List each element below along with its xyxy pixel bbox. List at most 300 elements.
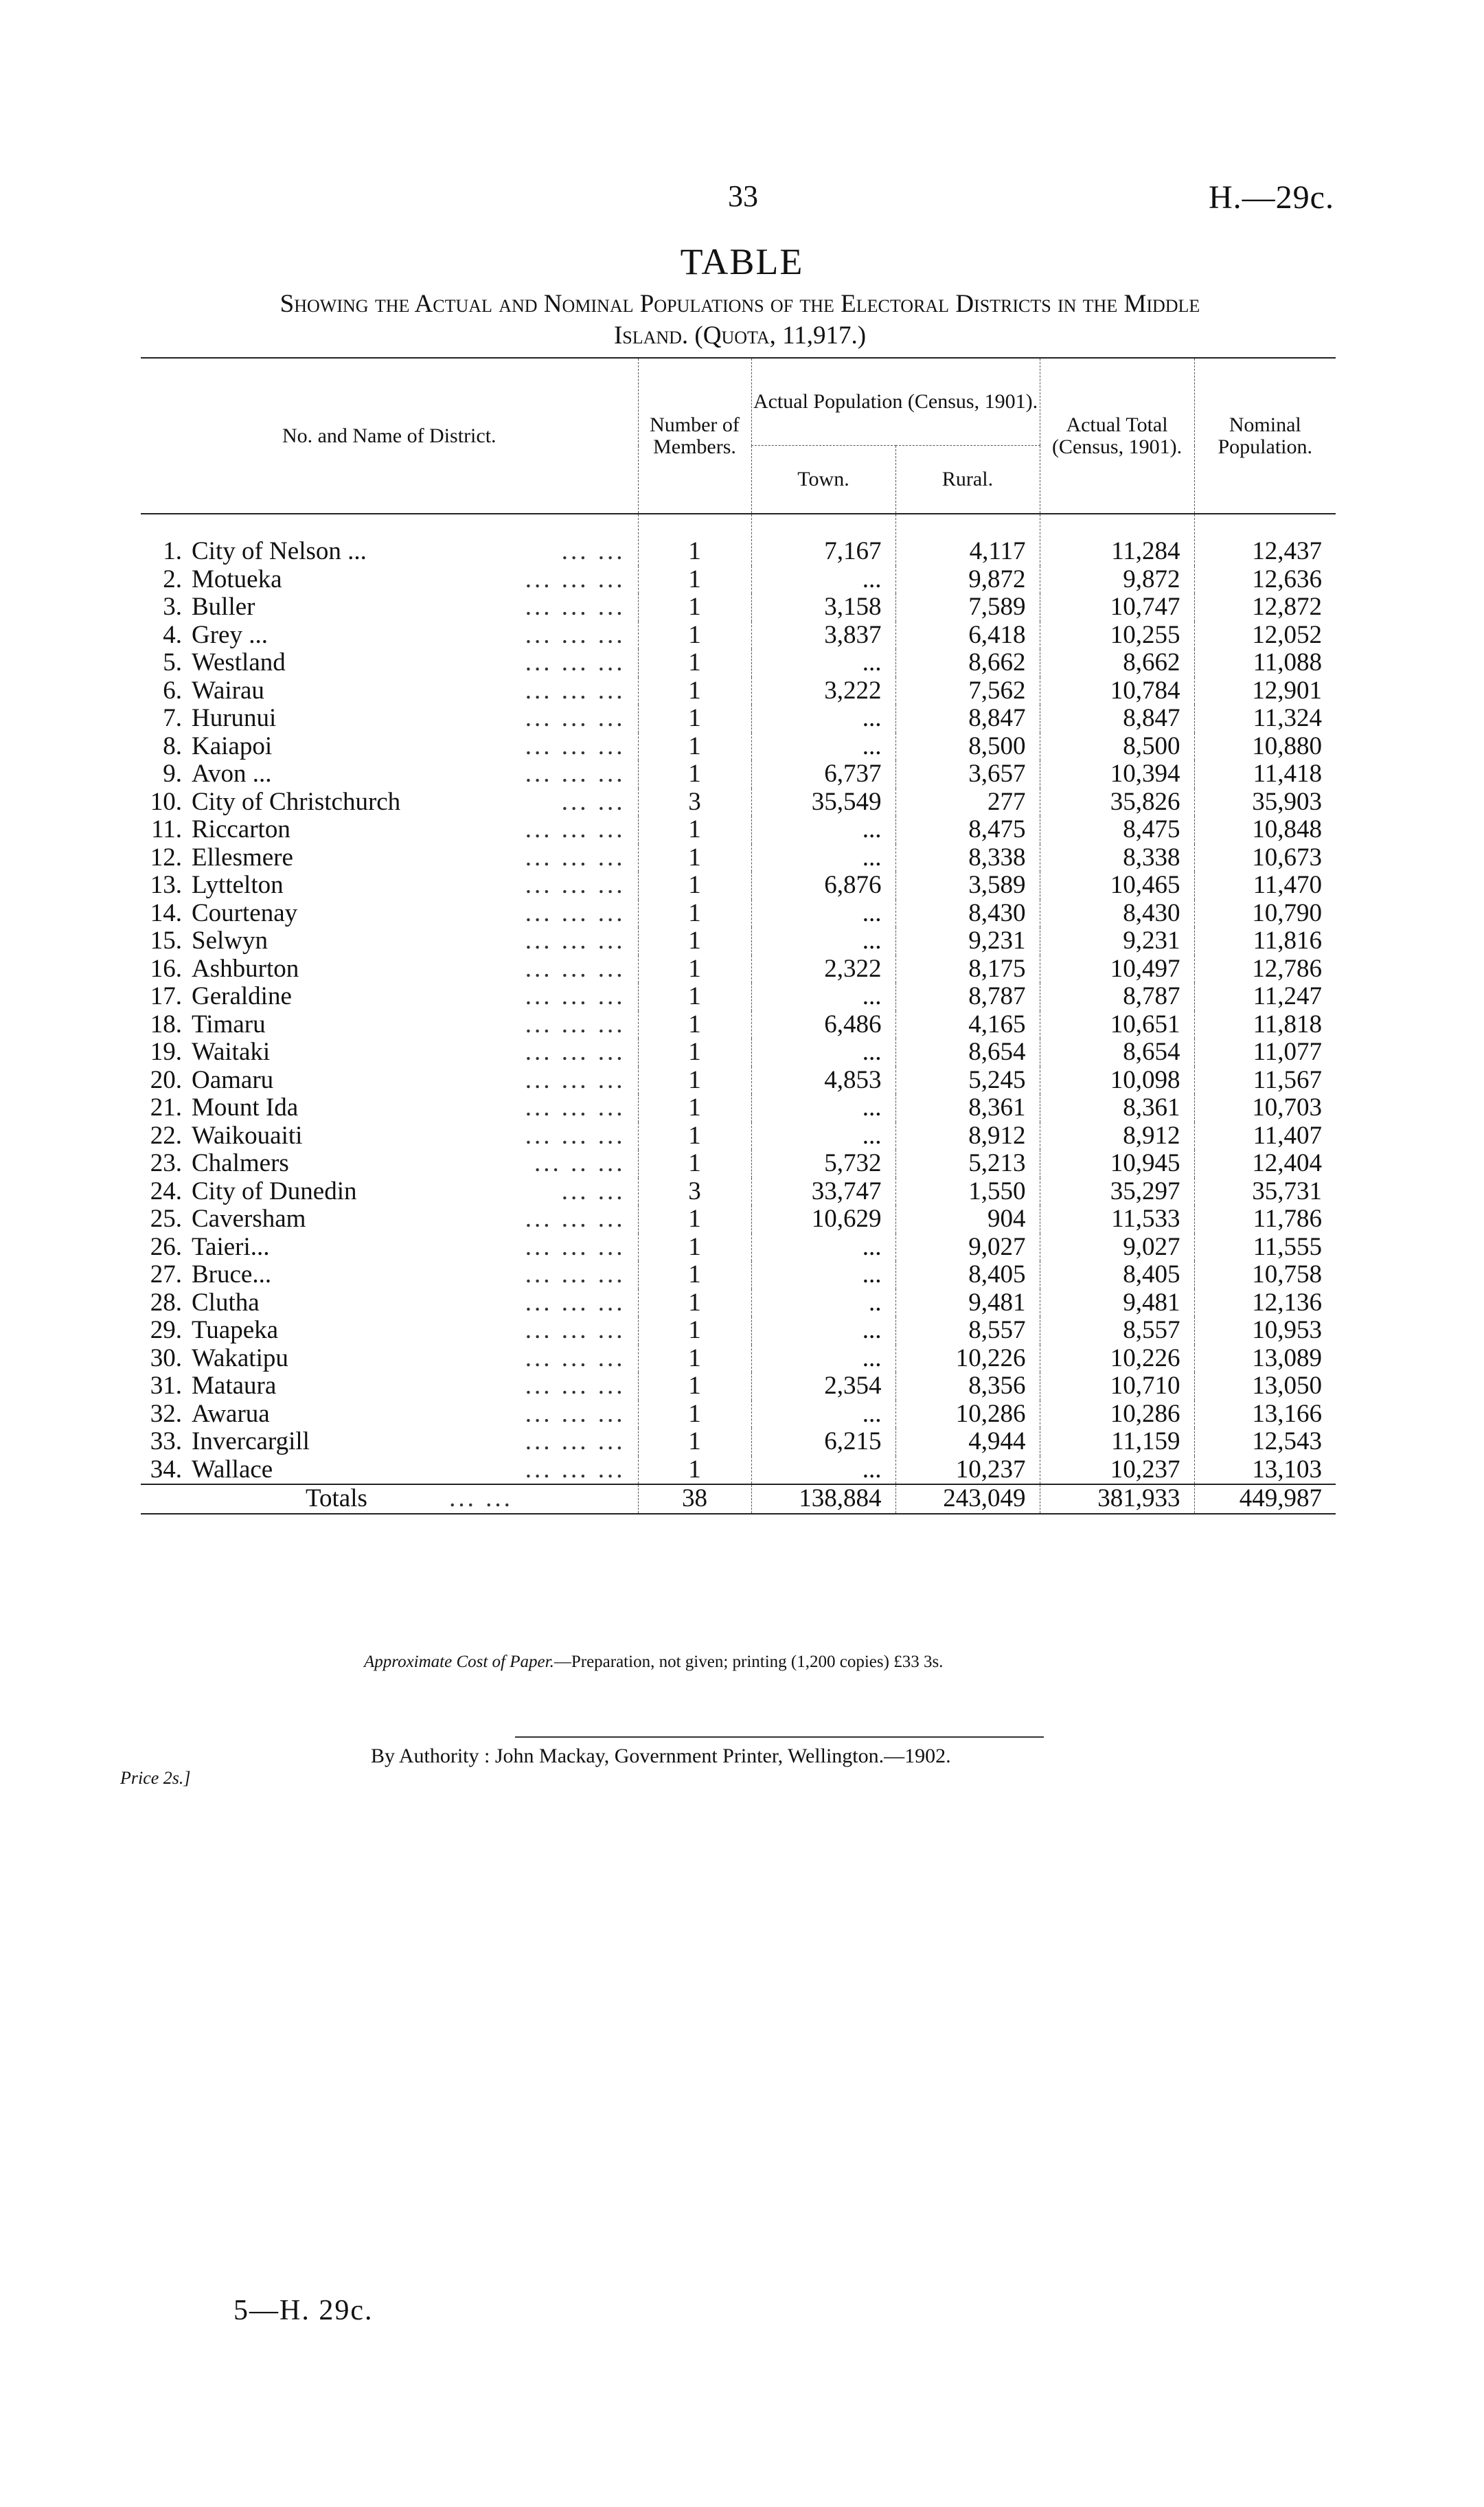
district-name: Courtenay: [192, 898, 298, 927]
members-cell: 1: [638, 872, 751, 900]
district-name: Hurunui: [192, 704, 277, 733]
table-row: [141, 1345, 1336, 1373]
district-cell: [141, 844, 638, 872]
district-number: 18.: [150, 1010, 182, 1039]
nominal-cell: 11,567: [1194, 1067, 1336, 1095]
town-cell: ...: [751, 1456, 895, 1485]
sheet-mark: 5—H. 29c.: [233, 2295, 374, 2326]
members-cell: 1: [638, 1150, 751, 1178]
totals-town: 138,884: [751, 1484, 895, 1514]
district-number: 26.: [150, 1232, 182, 1261]
actual-total-cell: 9,027: [1040, 1234, 1194, 1262]
rural-cell: 904: [895, 1205, 1040, 1234]
actual-total-cell: 10,465: [1040, 872, 1194, 900]
district-cell: [141, 1011, 638, 1039]
table-row: [141, 789, 1336, 817]
rural-cell: 3,589: [895, 872, 1040, 900]
rural-cell: 8,405: [895, 1261, 1040, 1289]
authority-rule: [515, 1736, 1044, 1738]
district-name: Buller: [192, 593, 255, 622]
district-name: Mataura: [192, 1372, 277, 1400]
district-name: Ellesmere: [192, 843, 293, 872]
leader-dots: ... ... ...: [525, 927, 626, 955]
district-cell: [141, 1039, 638, 1067]
table-row: [141, 566, 1336, 594]
town-cell: ...: [751, 816, 895, 844]
leader-dots: ... ... ...: [525, 954, 626, 983]
members-cell: 1: [638, 514, 751, 566]
district-number: 31.: [150, 1372, 182, 1400]
actual-total-cell: 10,286: [1040, 1400, 1194, 1429]
members-cell: 1: [638, 844, 751, 872]
nominal-cell: 10,758: [1194, 1261, 1336, 1289]
members-cell: 1: [638, 1456, 751, 1485]
table-row: [141, 1400, 1336, 1429]
town-cell: 4,853: [751, 1067, 895, 1095]
leader-dots: ... ... ...: [525, 871, 626, 900]
rural-cell: 8,662: [895, 649, 1040, 677]
actual-total-cell: 11,159: [1040, 1428, 1194, 1456]
district-name: Timaru: [192, 1010, 266, 1039]
nominal-cell: 12,437: [1194, 514, 1336, 566]
actual-total-cell: 10,747: [1040, 593, 1194, 622]
district-name: Motueka: [192, 565, 282, 593]
leader-dots: ... ...: [561, 787, 626, 816]
actual-total-cell: 10,651: [1040, 1011, 1194, 1039]
nominal-cell: 11,816: [1194, 927, 1336, 955]
actual-total-cell: 10,945: [1040, 1150, 1194, 1178]
col-header-town: Town.: [751, 446, 895, 514]
district-name: Riccarton: [192, 815, 290, 844]
actual-total-cell: 8,361: [1040, 1094, 1194, 1122]
district-number: 5.: [163, 648, 182, 677]
town-cell: 3,158: [751, 593, 895, 622]
printer-authority: By Authority : John Mackay, Government Printer, Wellington.—1902.: [371, 1745, 951, 1767]
table-body: [141, 514, 1336, 1484]
district-cell: [141, 927, 638, 955]
district-name: Geraldine: [192, 982, 292, 1011]
town-cell: 2,322: [751, 955, 895, 984]
cost-note: [364, 1653, 943, 1672]
nominal-cell: 11,324: [1194, 705, 1336, 733]
leader-dots: ... ... ...: [525, 1038, 626, 1067]
col-header-members: Number of Members.: [638, 358, 751, 514]
district-name: Kaiapoi: [192, 731, 273, 760]
rural-cell: 7,589: [895, 593, 1040, 622]
district-number: 11.: [151, 815, 182, 844]
actual-total-cell: 9,872: [1040, 566, 1194, 594]
town-cell: ...: [751, 1317, 895, 1345]
rural-cell: 10,226: [895, 1345, 1040, 1373]
actual-total-cell: 10,784: [1040, 677, 1194, 705]
actual-total-cell: 9,231: [1040, 927, 1194, 955]
table-row: [141, 900, 1336, 928]
district-name: Awarua: [192, 1399, 270, 1428]
town-cell: ...: [751, 566, 895, 594]
table-row: [141, 1094, 1336, 1122]
rural-cell: 5,245: [895, 1067, 1040, 1095]
table-row: [141, 927, 1336, 955]
district-name: Waitaki: [192, 1038, 271, 1067]
rural-cell: 4,944: [895, 1428, 1040, 1456]
rural-cell: 8,847: [895, 705, 1040, 733]
nominal-cell: 11,555: [1194, 1234, 1336, 1262]
district-number: 28.: [150, 1288, 182, 1317]
district-number: 6.: [163, 676, 182, 705]
leader-dots: ... ... ...: [525, 1065, 626, 1094]
col-header-rural: Rural.: [895, 446, 1040, 514]
members-cell: 1: [638, 816, 751, 844]
leader-dots: ... ... ...: [525, 1260, 626, 1289]
district-number: 13.: [150, 871, 182, 900]
nominal-cell: 12,636: [1194, 566, 1336, 594]
table-row: [141, 649, 1336, 677]
district-number: 29.: [150, 1316, 182, 1345]
actual-total-cell: 8,338: [1040, 844, 1194, 872]
district-number: 19.: [150, 1038, 182, 1067]
members-cell: 1: [638, 955, 751, 984]
town-cell: 3,222: [751, 677, 895, 705]
district-name: Mount Ida: [192, 1093, 299, 1122]
nominal-cell: 12,872: [1194, 593, 1336, 622]
rural-cell: 9,027: [895, 1234, 1040, 1262]
town-cell: ...: [751, 1234, 895, 1262]
district-cell: [141, 649, 638, 677]
town-cell: 6,876: [751, 872, 895, 900]
district-name: Invercargill: [192, 1427, 310, 1456]
actual-total-cell: 35,826: [1040, 789, 1194, 817]
district-number: 15.: [150, 927, 182, 955]
district-number: 3.: [163, 593, 182, 622]
table-row: [141, 872, 1336, 900]
rural-cell: 8,430: [895, 900, 1040, 928]
district-name: Wallace: [192, 1455, 273, 1484]
members-cell: 1: [638, 649, 751, 677]
district-cell: [141, 1317, 638, 1345]
actual-total-cell: 8,557: [1040, 1317, 1194, 1345]
actual-total-cell: 8,847: [1040, 705, 1194, 733]
district-name: Bruce...: [192, 1260, 272, 1289]
members-cell: 1: [638, 760, 751, 789]
nominal-cell: 11,088: [1194, 649, 1336, 677]
town-cell: ...: [751, 927, 895, 955]
leader-dots: ... ... ...: [525, 1093, 626, 1122]
leader-dots: ... ... ...: [525, 898, 626, 927]
district-cell: [141, 1234, 638, 1262]
town-cell: 2,354: [751, 1372, 895, 1400]
totals-row: [141, 1484, 1336, 1514]
district-number: 22.: [150, 1121, 182, 1150]
actual-total-cell: 8,500: [1040, 733, 1194, 761]
members-cell: 1: [638, 1345, 751, 1373]
members-cell: 1: [638, 1289, 751, 1317]
table-row: [141, 1234, 1336, 1262]
district-name: Avon ...: [192, 760, 272, 789]
leader-dots: ... ... ...: [525, 1121, 626, 1150]
district-cell: [141, 705, 638, 733]
nominal-cell: 13,103: [1194, 1456, 1336, 1485]
table-row: [141, 1205, 1336, 1234]
leader-dots: ... ... ...: [525, 1316, 626, 1345]
members-cell: 1: [638, 1094, 751, 1122]
actual-total-cell: 10,394: [1040, 760, 1194, 789]
table-row: [141, 1122, 1336, 1150]
nominal-cell: 11,470: [1194, 872, 1336, 900]
col-header-nominal: Nominal Population.: [1194, 358, 1336, 514]
district-cell: [141, 566, 638, 594]
col-header-actual-total: Actual Total (Census, 1901).: [1040, 358, 1194, 514]
members-cell: 1: [638, 733, 751, 761]
town-cell: ...: [751, 900, 895, 928]
actual-total-cell: 10,226: [1040, 1345, 1194, 1373]
leader-dots: ... ... ...: [525, 843, 626, 872]
nominal-cell: 12,901: [1194, 677, 1336, 705]
members-cell: 1: [638, 566, 751, 594]
table-row: [141, 1317, 1336, 1345]
members-cell: 1: [638, 1011, 751, 1039]
district-number: 34.: [150, 1455, 182, 1484]
district-cell: [141, 900, 638, 928]
nominal-cell: 11,786: [1194, 1205, 1336, 1234]
leader-dots: ... ... ...: [525, 1288, 626, 1317]
subtitle-line-2: Island. (Quota, 11,917.): [613, 321, 867, 350]
table-row: [141, 1150, 1336, 1178]
district-number: 14.: [150, 898, 182, 927]
rural-cell: 8,500: [895, 733, 1040, 761]
table-row: [141, 760, 1336, 789]
actual-total-cell: 8,475: [1040, 816, 1194, 844]
members-cell: 1: [638, 705, 751, 733]
leader-dots: ... ... ...: [525, 565, 626, 593]
district-cell: [141, 1428, 638, 1456]
rural-cell: 8,557: [895, 1317, 1040, 1345]
town-cell: 5,732: [751, 1150, 895, 1178]
members-cell: 1: [638, 1317, 751, 1345]
town-cell: ...: [751, 1261, 895, 1289]
nominal-cell: 12,543: [1194, 1428, 1336, 1456]
leader-dots: ... ... ...: [525, 982, 626, 1011]
leader-dots: ... ... ...: [525, 1205, 626, 1234]
nominal-cell: 35,731: [1194, 1178, 1336, 1206]
rural-cell: 8,361: [895, 1094, 1040, 1122]
district-cell: [141, 760, 638, 789]
table-row: [141, 1178, 1336, 1206]
members-cell: 1: [638, 927, 751, 955]
leader-dots: ... ... ...: [525, 1399, 626, 1428]
rural-cell: 9,231: [895, 927, 1040, 955]
district-cell: [141, 816, 638, 844]
district-cell: [141, 1261, 638, 1289]
district-number: 32.: [150, 1399, 182, 1428]
nominal-cell: 13,089: [1194, 1345, 1336, 1373]
actual-total-cell: 11,533: [1040, 1205, 1194, 1234]
district-name: Taieri...: [192, 1232, 270, 1261]
rural-cell: 8,175: [895, 955, 1040, 984]
district-name: City of Dunedin: [192, 1177, 357, 1205]
leader-dots: ... ... ...: [525, 704, 626, 733]
district-cell: [141, 789, 638, 817]
district-number: 21.: [150, 1093, 182, 1122]
district-cell: [141, 593, 638, 622]
table-row: [141, 705, 1336, 733]
leader-dots: ... ...: [561, 537, 626, 566]
nominal-cell: 10,790: [1194, 900, 1336, 928]
members-cell: 1: [638, 1400, 751, 1429]
district-number: 33.: [150, 1427, 182, 1456]
rural-cell: 6,418: [895, 622, 1040, 650]
leader-dots: ... ... ...: [525, 1343, 626, 1372]
rural-cell: 8,356: [895, 1372, 1040, 1400]
district-cell: [141, 1067, 638, 1095]
totals-leader-dots: ... ...: [449, 1484, 513, 1513]
rural-cell: 5,213: [895, 1150, 1040, 1178]
members-cell: 1: [638, 900, 751, 928]
rural-cell: 8,787: [895, 983, 1040, 1011]
nominal-cell: 13,166: [1194, 1400, 1336, 1429]
table-row: [141, 1039, 1336, 1067]
district-number: 17.: [150, 982, 182, 1011]
district-name: Tuapeka: [192, 1316, 279, 1345]
nominal-cell: 10,703: [1194, 1094, 1336, 1122]
actual-total-cell: 8,787: [1040, 983, 1194, 1011]
nominal-cell: 10,880: [1194, 733, 1336, 761]
actual-total-cell: 8,912: [1040, 1122, 1194, 1150]
district-name: City of Nelson ...: [192, 537, 367, 566]
col-header-district: No. and Name of District.: [282, 424, 496, 447]
rural-cell: 4,117: [895, 514, 1040, 566]
district-name: City of Christchurch: [192, 787, 401, 816]
nominal-cell: 13,050: [1194, 1372, 1336, 1400]
members-cell: 1: [638, 1428, 751, 1456]
table-row: [141, 1456, 1336, 1485]
members-cell: 1: [638, 677, 751, 705]
table-row: [141, 1261, 1336, 1289]
district-cell: [141, 622, 638, 650]
nominal-cell: 11,247: [1194, 983, 1336, 1011]
nominal-cell: 12,404: [1194, 1150, 1336, 1178]
nominal-cell: 11,818: [1194, 1011, 1336, 1039]
district-cell: [141, 733, 638, 761]
cost-note-text: —Preparation, not given; printing (1,200 copies) £33 3s.: [553, 1653, 944, 1671]
district-name: Wairau: [192, 676, 264, 705]
town-cell: ...: [751, 1400, 895, 1429]
totals-nominal: 449,987: [1194, 1484, 1336, 1514]
leader-dots: ... ... ...: [525, 1372, 626, 1400]
district-cell: [141, 1372, 638, 1400]
leader-dots: ... ... ...: [525, 593, 626, 622]
town-cell: ...: [751, 705, 895, 733]
district-cell: [141, 677, 638, 705]
page-number: 33: [728, 179, 758, 213]
rural-cell: 10,237: [895, 1456, 1040, 1485]
table-row: [141, 816, 1336, 844]
district-name: Grey ...: [192, 620, 268, 649]
town-cell: 7,167: [751, 514, 895, 566]
district-cell: [141, 1205, 638, 1234]
leader-dots: ... ... ...: [525, 731, 626, 760]
district-name: Wakatipu: [192, 1343, 288, 1372]
table-row: [141, 844, 1336, 872]
town-cell: 6,215: [751, 1428, 895, 1456]
town-cell: ...: [751, 1122, 895, 1150]
rural-cell: 1,550: [895, 1178, 1040, 1206]
district-name: Lyttelton: [192, 871, 284, 900]
town-cell: 6,486: [751, 1011, 895, 1039]
district-name: Ashburton: [192, 954, 299, 983]
town-cell: ...: [751, 1094, 895, 1122]
district-number: 7.: [163, 704, 182, 733]
district-number: 16.: [150, 954, 182, 983]
document-reference: H.—29c.: [1209, 179, 1334, 216]
table-row: [141, 677, 1336, 705]
rural-cell: 4,165: [895, 1011, 1040, 1039]
town-cell: 3,837: [751, 622, 895, 650]
totals-label: Totals: [306, 1484, 367, 1513]
nominal-cell: 11,418: [1194, 760, 1336, 789]
actual-total-cell: 35,297: [1040, 1178, 1194, 1206]
town-cell: ...: [751, 1345, 895, 1373]
members-cell: 1: [638, 1067, 751, 1095]
district-cell: [141, 1122, 638, 1150]
nominal-cell: 11,407: [1194, 1122, 1336, 1150]
leader-dots: ... ... ...: [525, 1232, 626, 1261]
nominal-cell: 11,077: [1194, 1039, 1336, 1067]
members-cell: 1: [638, 1372, 751, 1400]
district-cell: [141, 983, 638, 1011]
rural-cell: 8,338: [895, 844, 1040, 872]
nominal-cell: 35,903: [1194, 789, 1336, 817]
cost-note-label: Approximate Cost of Paper.: [364, 1653, 554, 1671]
district-number: 4.: [163, 620, 182, 649]
members-cell: 1: [638, 1039, 751, 1067]
actual-total-cell: 9,481: [1040, 1289, 1194, 1317]
rural-cell: 7,562: [895, 677, 1040, 705]
actual-total-cell: 10,255: [1040, 622, 1194, 650]
actual-total-cell: 8,662: [1040, 649, 1194, 677]
leader-dots: ... ...: [561, 1177, 626, 1205]
subtitle-first-word: Showing: [279, 290, 369, 318]
district-cell: [141, 514, 638, 566]
leader-dots: ... ... ...: [525, 620, 626, 649]
leader-dots: ... ... ...: [525, 648, 626, 677]
town-cell: ..: [751, 1289, 895, 1317]
rural-cell: 9,481: [895, 1289, 1040, 1317]
district-cell: [141, 1289, 638, 1317]
nominal-cell: 12,052: [1194, 622, 1336, 650]
district-number: 9.: [163, 760, 182, 789]
district-name: Clutha: [192, 1288, 260, 1317]
members-cell: 1: [638, 983, 751, 1011]
district-name: Oamaru: [192, 1065, 274, 1094]
district-name: Caversham: [192, 1205, 306, 1234]
table-row: [141, 1428, 1336, 1456]
totals-members: 38: [638, 1484, 751, 1514]
district-number: 10.: [150, 787, 182, 816]
town-cell: 33,747: [751, 1178, 895, 1206]
leader-dots: ... ... ...: [525, 760, 626, 789]
town-cell: ...: [751, 844, 895, 872]
leader-dots: ... .. ...: [534, 1149, 626, 1178]
members-cell: 1: [638, 1205, 751, 1234]
members-cell: 1: [638, 622, 751, 650]
district-cell: [141, 955, 638, 984]
district-number: 23.: [150, 1149, 182, 1178]
town-cell: ...: [751, 733, 895, 761]
town-cell: ...: [751, 983, 895, 1011]
actual-total-cell: 10,710: [1040, 1372, 1194, 1400]
nominal-cell: 12,136: [1194, 1289, 1336, 1317]
leader-dots: ... ... ...: [525, 1455, 626, 1484]
